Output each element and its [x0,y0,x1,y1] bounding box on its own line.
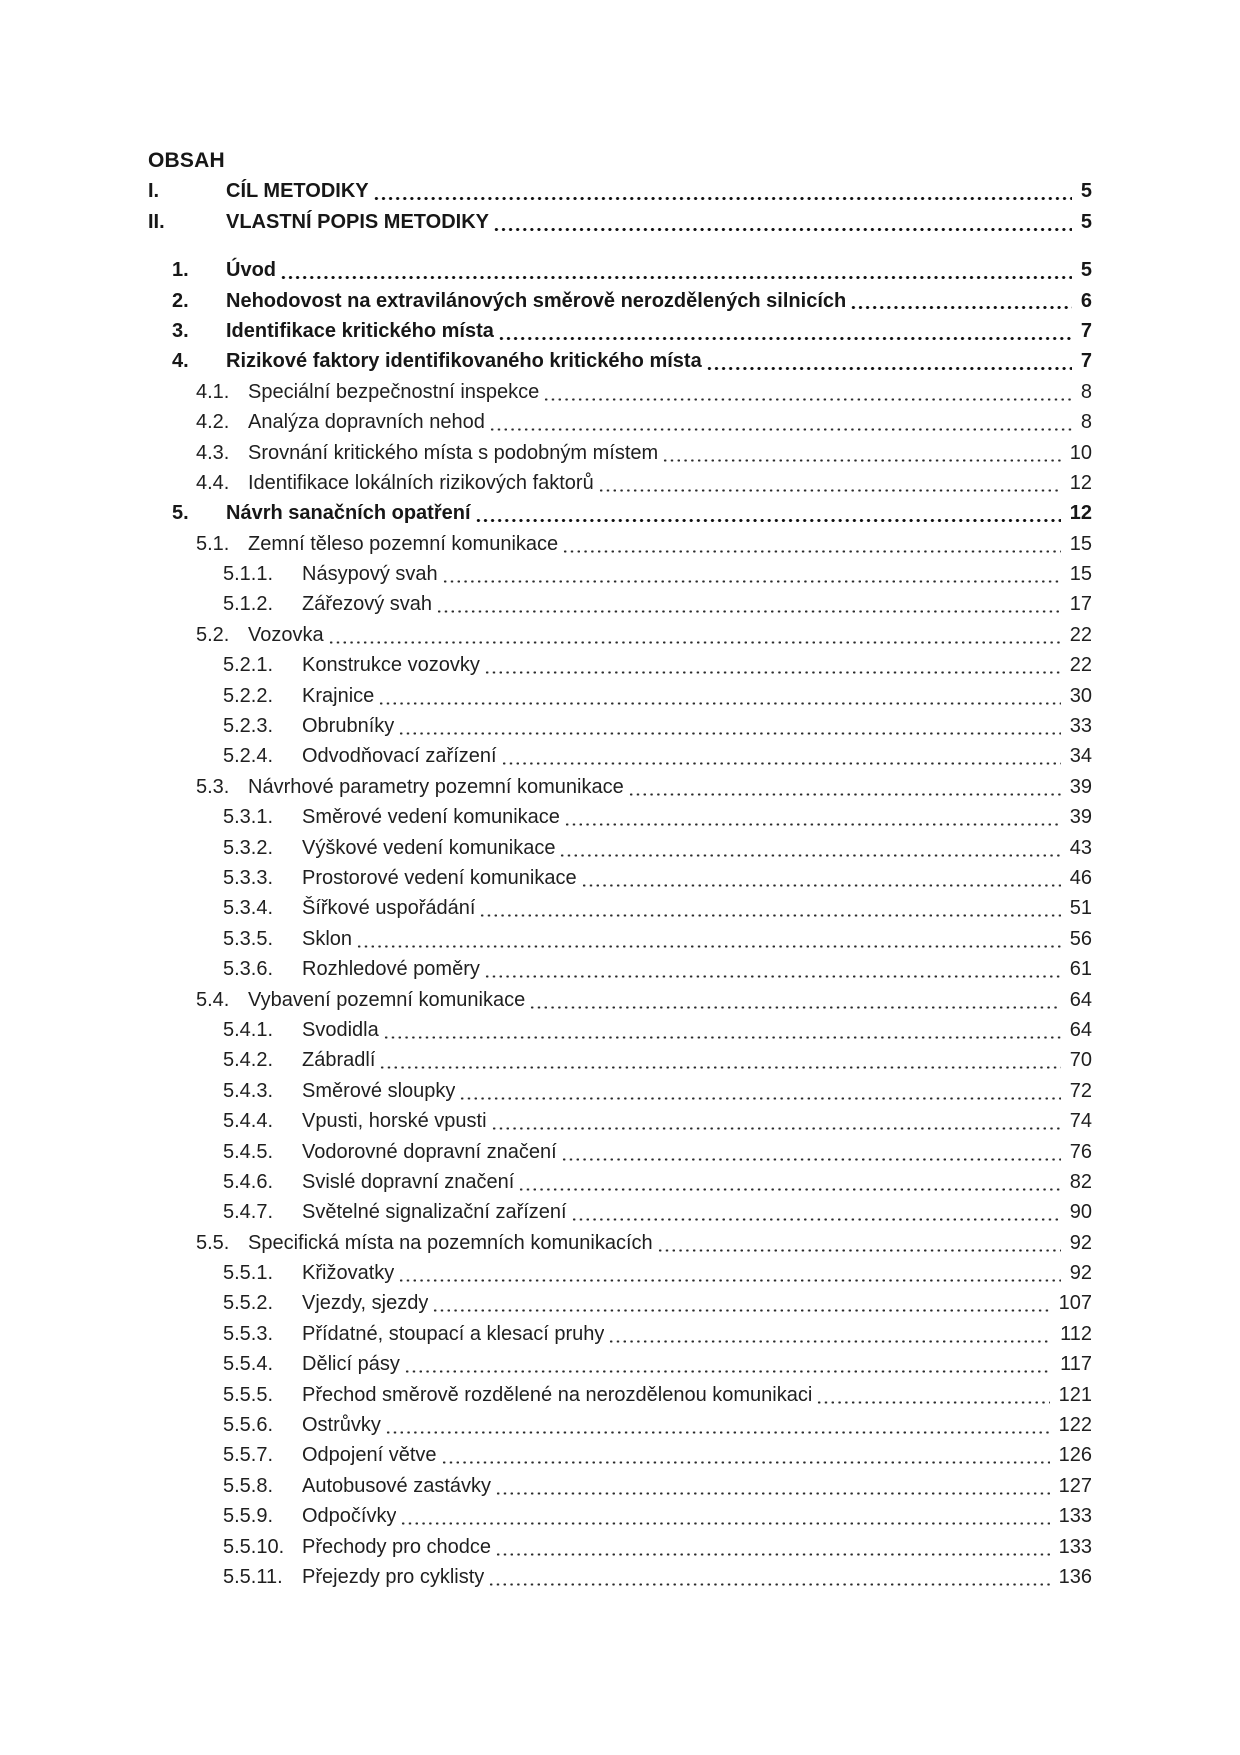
toc-entry[interactable] [148,1562,1092,1592]
toc-entry-title: Přechod směrově rozdělené na nerozdělenou komunikaci [302,1383,813,1406]
toc-entry-title: Světelné signalizační zařízení [302,1201,567,1224]
toc-entry[interactable] [148,681,1092,711]
toc-entry-number: 5.5.5. [223,1383,274,1406]
toc-entry-page: 117 [1060,1353,1092,1376]
toc-entry[interactable] [148,377,1092,407]
dot-leader [555,833,1069,863]
dot-leader [375,1045,1069,1075]
toc-entry[interactable] [148,1167,1092,1197]
toc-entry-number: 5.4.6. [223,1170,274,1193]
toc-entry-page: 126 [1058,1444,1092,1467]
dot-leader [658,438,1070,468]
toc-entry-page: 107 [1058,1292,1092,1315]
toc-entry-number: 3. [172,319,189,342]
toc-entry-title: Přechody pro chodce [302,1535,492,1558]
toc-entry-number: 5.5.3. [223,1322,274,1345]
dot-leader [604,1319,1060,1349]
dot-leader [812,1380,1058,1410]
toc-list [148,176,1092,1592]
toc-entry-title: Přejezdy pro cyklisty [302,1565,485,1588]
toc-entry[interactable] [148,316,1092,346]
toc-entry-page: 74 [1069,1110,1092,1133]
toc-entry-page: 8 [1080,380,1092,403]
toc-entry-page: 5 [1080,259,1092,282]
toc-entry[interactable] [148,650,1092,680]
toc-entry[interactable] [148,802,1092,832]
toc-entry[interactable] [148,468,1092,498]
toc-entry[interactable] [148,985,1092,1015]
toc-entry-number: 5.4.4. [223,1110,274,1133]
toc-entry[interactable] [148,1045,1092,1075]
toc-entry-title: Zářezový svah [302,593,433,616]
toc-entry-page: 10 [1069,441,1092,464]
toc-entry-page: 112 [1060,1322,1092,1345]
toc-entry[interactable] [148,1380,1092,1410]
toc-entry-number: 5.3.2. [223,836,274,859]
toc-entry-number: 4.1. [196,380,230,403]
toc-entry-title: Speciální bezpečnostní inspekce [248,380,540,403]
toc-entry-title: Vpusti, horské vpusti [302,1110,487,1133]
toc-entry-number: 5.2.1. [223,654,274,677]
toc-entry-page: 92 [1069,1231,1092,1254]
toc-entry-page: 6 [1080,289,1092,312]
toc-entry-page: 17 [1069,593,1092,616]
toc-entry-page: 133 [1058,1535,1092,1558]
toc-entry-page: 15 [1069,532,1092,555]
toc-entry-title: Zábradlí [302,1049,376,1072]
toc-entry-number: 5.4.2. [223,1049,274,1072]
toc-entry-number: 4.4. [196,471,230,494]
toc-entry-page: 30 [1069,684,1092,707]
toc-entry-page: 90 [1069,1201,1092,1224]
toc-entry-number: 5.4.3. [223,1079,274,1102]
toc-entry-title: Výškové vedení komunikace [302,836,556,859]
toc-entry-title: VLASTNÍ POPIS METODIKY [226,210,489,233]
toc-entry-title: Přídatné, stoupací a klesací pruhy [302,1322,605,1345]
dot-leader [438,559,1070,589]
toc-entry-title: Dělicí pásy [302,1353,400,1376]
toc-entry[interactable] [148,954,1092,984]
toc-entry[interactable] [148,176,1092,206]
toc-entry-title: Krajnice [302,684,375,707]
toc-entry-title: Ostrůvky [302,1414,381,1437]
toc-entry-title: Vybavení pozemní komunikace [248,988,526,1011]
toc-entry-page: 34 [1069,745,1092,768]
toc-entry-title: Svodidla [302,1018,379,1041]
toc-entry-title: Návrhové parametry pozemní komunikace [248,775,624,798]
toc-entry-page: 64 [1069,988,1092,1011]
toc-entry-number: I. [148,180,160,203]
toc-entry-page: 122 [1058,1414,1092,1437]
toc-entry-title: Sklon [302,927,353,950]
toc-entry-title: Odpojení větve [302,1444,437,1467]
toc-entry-number: 4.3. [196,441,230,464]
dot-leader [428,1288,1058,1318]
toc-entry[interactable] [148,1440,1092,1470]
toc-entry[interactable] [148,772,1092,802]
toc-entry-title: Svislé dopravní značení [302,1170,515,1193]
dot-leader [437,1440,1059,1470]
toc-entry-page: 33 [1069,715,1092,738]
dot-leader [379,1015,1070,1045]
toc-entry-number: 5.3.3. [223,866,274,889]
dot-leader [394,1258,1070,1288]
toc-entry-number: 5.5.4. [223,1353,274,1376]
toc-entry-number: 5.5.1. [223,1262,274,1285]
dot-leader [594,468,1070,498]
toc-entry[interactable] [148,1076,1092,1106]
dot-leader [514,1167,1069,1197]
toc-entry-title: Směrové sloupky [302,1079,456,1102]
dot-leader [455,1076,1069,1106]
toc-entry-title: Autobusové zastávky [302,1474,491,1497]
toc-entry-title: Obrubníky [302,715,395,738]
toc-entry[interactable] [148,893,1092,923]
dot-leader [489,207,1081,237]
toc-entry-title: Nehodovost na extravilánových směrově nerozdělených silnicích [226,289,847,312]
dot-leader [480,954,1070,984]
dot-leader [497,741,1070,771]
toc-entry-title: Analýza dopravních nehod [248,411,485,434]
toc-entry[interactable] [148,1319,1092,1349]
toc-entry-number: 5.1. [196,532,230,555]
dot-leader [567,1197,1070,1227]
dot-leader [577,863,1070,893]
toc-entry-page: 92 [1069,1262,1092,1285]
dot-leader [381,1410,1059,1440]
dot-leader [394,711,1069,741]
dot-leader [491,1532,1059,1562]
toc-entry-number: 5.1.2. [223,593,274,616]
toc-entry-number: 5.3.4. [223,897,274,920]
toc-entry-number: 5.4. [196,988,230,1011]
toc-entry-number: II. [148,210,165,233]
toc-entry-page: 15 [1069,563,1092,586]
toc-entry[interactable] [148,407,1092,437]
toc-entry-page: 12 [1069,471,1092,494]
toc-entry-number: 5.4.5. [223,1140,274,1163]
toc-entry-page: 61 [1069,958,1092,981]
toc-entry-number: 5.3. [196,775,230,798]
toc-entry-title: Šířkové uspořádání [302,897,476,920]
toc-entry-page: 127 [1058,1474,1092,1497]
toc-entry-page: 133 [1058,1505,1092,1528]
toc-entry[interactable] [148,207,1092,237]
toc-entry[interactable] [148,833,1092,863]
toc-entry[interactable] [148,924,1092,954]
toc-entry-number: 5.1.1. [223,563,274,586]
toc-entry[interactable] [148,1015,1092,1045]
toc-entry-page: 8 [1080,411,1092,434]
toc-entry-title: CÍL METODIKY [226,180,369,203]
dot-leader [653,1228,1070,1258]
dot-leader [491,1471,1059,1501]
toc-entry-title: Odpočívky [302,1505,397,1528]
dot-leader [471,498,1070,528]
toc-entry-title: Křižovatky [302,1262,395,1285]
toc-entry-title: Rizikové faktory identifikovaného kritického místa [226,350,702,373]
dot-leader [396,1501,1058,1531]
dot-leader [374,681,1069,711]
toc-entry[interactable] [148,1288,1092,1318]
dot-leader [557,1137,1070,1167]
toc-entry-number: 5.5.11. [223,1565,283,1588]
dot-leader [480,650,1070,680]
toc-entry-number: 5.2.3. [223,715,274,738]
toc-entry-title: Násypový svah [302,563,438,586]
dot-leader [487,1106,1070,1136]
toc-entry[interactable] [148,529,1092,559]
toc-entry[interactable] [148,589,1092,619]
dot-leader [558,529,1070,559]
toc-entry-number: 5.4.1. [223,1018,274,1041]
dot-leader [560,802,1070,832]
toc-entry-page: 7 [1080,350,1092,373]
toc-entry-page: 56 [1069,927,1092,950]
toc-entry-title: Návrh sanačních opatření [226,502,471,525]
toc-entry-number: 5.3.6. [223,958,274,981]
toc-entry-number: 5.5.10. [223,1535,285,1558]
toc-entry-page: 22 [1069,654,1092,677]
toc-entry-page: 22 [1069,623,1092,646]
dot-leader [369,176,1081,206]
toc-entry-page: 5 [1080,180,1092,203]
dot-leader [475,893,1069,923]
toc-entry-page: 5 [1080,210,1092,233]
dot-leader [525,985,1070,1015]
toc-entry-page: 43 [1069,836,1092,859]
toc-entry[interactable] [148,1137,1092,1167]
dot-leader [276,255,1081,285]
toc-entry[interactable] [148,1106,1092,1136]
toc-entry-title: Vodorovné dopravní značení [302,1140,557,1163]
toc-entry-page: 51 [1069,897,1092,920]
dot-leader [846,286,1081,316]
toc-entry[interactable] [148,1349,1092,1379]
toc-heading: OBSAH [148,149,225,172]
dot-leader [702,346,1081,376]
toc-entry-number: 5.5.8. [223,1474,274,1497]
toc-entry[interactable] [148,1410,1092,1440]
toc-entry[interactable] [148,255,1092,285]
dot-leader [539,377,1081,407]
toc-entry-page: 46 [1069,866,1092,889]
dot-leader [624,772,1070,802]
toc-entry-number: 5.5.9. [223,1505,274,1528]
toc-entry-title: Rozhledové poměry [302,958,480,981]
toc-entry-number: 5.5. [196,1231,230,1254]
dot-leader [494,316,1081,346]
toc-entry-number: 5.3.5. [223,927,274,950]
toc-entry[interactable] [148,741,1092,771]
table-of-contents [148,146,1092,1592]
toc-entry[interactable] [148,559,1092,589]
toc-entry-title: Vozovka [248,623,324,646]
toc-entry-number: 2. [172,289,189,312]
toc-entry[interactable] [148,286,1092,316]
toc-entry[interactable] [148,498,1092,528]
toc-entry-number: 5.4.7. [223,1201,274,1224]
toc-entry-page: 64 [1069,1018,1092,1041]
toc-entry[interactable] [148,1532,1092,1562]
dot-leader [485,407,1081,437]
toc-entry[interactable] [148,1228,1092,1258]
toc-entry[interactable] [148,711,1092,741]
toc-entry-number: 5.3.1. [223,806,274,829]
toc-entry-number: 5.2. [196,623,230,646]
toc-entry[interactable] [148,1197,1092,1227]
toc-entry[interactable] [148,346,1092,376]
toc-entry[interactable] [148,863,1092,893]
toc-entry[interactable] [148,1258,1092,1288]
dot-leader [400,1349,1060,1379]
toc-entry-number: 1. [172,259,189,282]
toc-entry-page: 76 [1069,1140,1092,1163]
dot-leader [432,589,1070,619]
toc-entry-page: 39 [1069,775,1092,798]
toc-entry-page: 7 [1080,319,1092,342]
toc-entry[interactable] [148,438,1092,468]
toc-entry-title: Prostorové vedení komunikace [302,866,577,889]
toc-entry-number: 5.2.4. [223,745,274,768]
toc-entry-page: 136 [1058,1565,1092,1588]
toc-entry-page: 12 [1069,502,1092,525]
toc-entry-title: Vjezdy, sjezdy [302,1292,429,1315]
toc-entry-page: 82 [1069,1170,1092,1193]
toc-entry-page: 72 [1069,1079,1092,1102]
toc-entry-page: 70 [1069,1049,1092,1072]
toc-entry-number: 4. [172,350,189,373]
toc-entry-title: Identifikace kritického místa [226,319,494,342]
dot-leader [484,1562,1058,1592]
toc-entry-title: Konstrukce vozovky [302,654,480,677]
toc-entry-title: Odvodňovací zařízení [302,745,497,768]
toc-entry-title: Směrové vedení komunikace [302,806,560,829]
toc-entry-page: 121 [1058,1383,1092,1406]
toc-entry[interactable] [148,1471,1092,1501]
toc-entry-number: 5.5.7. [223,1444,274,1467]
toc-entry-number: 5.5.2. [223,1292,274,1315]
toc-entry-number: 4.2. [196,411,230,434]
toc-entry-number: 5. [172,502,189,525]
toc-entry-title: Specifická místa na pozemních komunikacích [248,1231,653,1254]
toc-entry[interactable] [148,620,1092,650]
toc-entry[interactable] [148,1501,1092,1531]
toc-entry-number: 5.2.2. [223,684,274,707]
toc-entry-number: 5.5.6. [223,1414,274,1437]
dot-leader [352,924,1070,954]
dot-leader [324,620,1070,650]
toc-entry-title: Zemní těleso pozemní komunikace [248,532,559,555]
toc-entry-page: 39 [1069,806,1092,829]
toc-entry-title: Úvod [226,259,276,282]
toc-entry-title: Identifikace lokálních rizikových faktorů [248,471,594,494]
toc-entry-title: Srovnání kritického místa s podobným místem [248,441,659,464]
